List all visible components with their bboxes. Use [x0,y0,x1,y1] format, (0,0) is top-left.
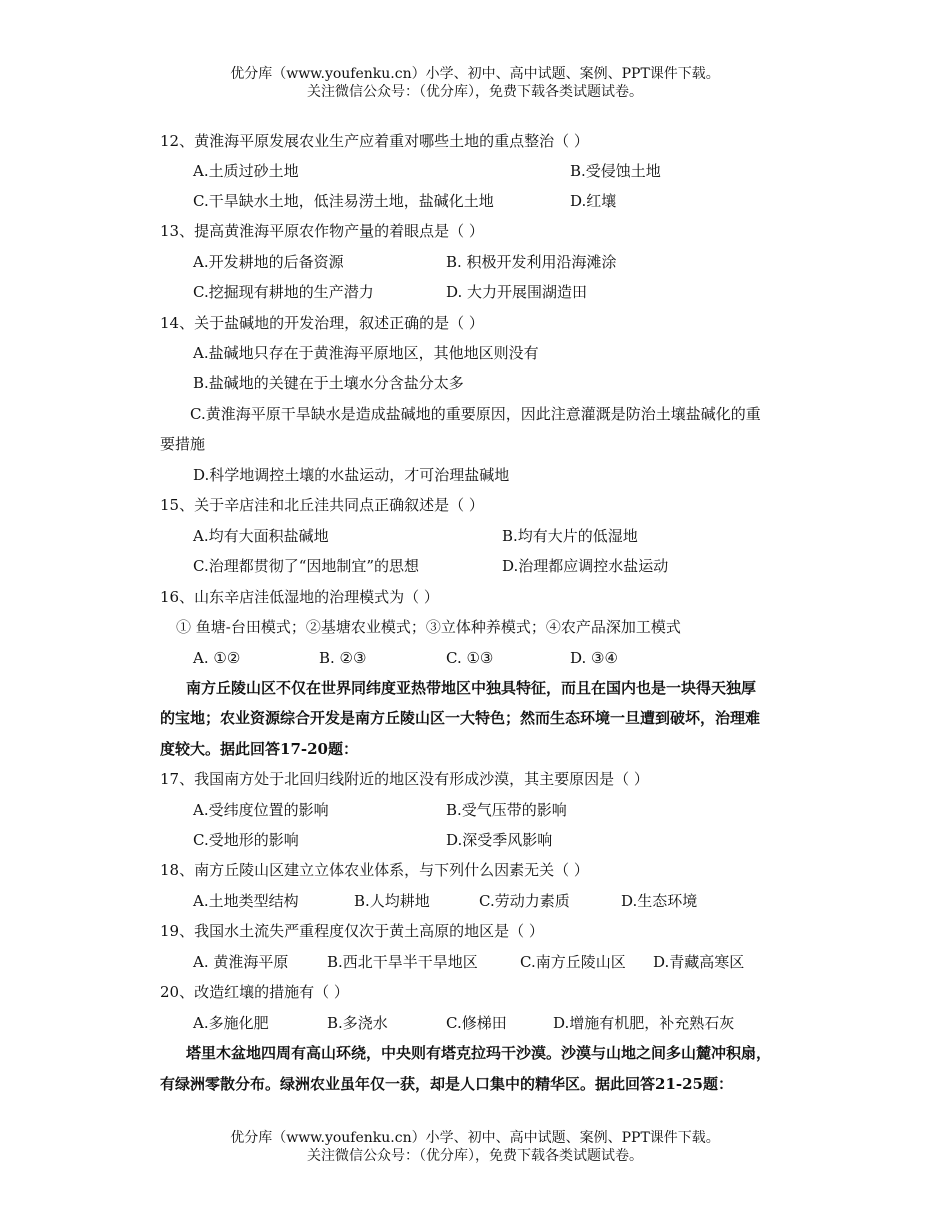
question-12-option-b: B.受侵蚀土地 [570,162,661,180]
question-14-option-c-line1: C.黄淮海平原干旱缺水是造成盐碱地的重要原因，因此注意灌溉是防治土壤盐碱化的重 [190,405,761,423]
question-13-option-a: A.开发耕地的后备资源 [193,253,344,271]
passage-2-line2: 有绿洲零散分布。绿洲农业虽年仅一获，却是人口集中的精华区。据此回答21-25题： [160,1075,733,1093]
question-20-option-c: C.修梯田 [446,1014,507,1032]
question-20-option-a: A.多施化肥 [193,1014,269,1032]
question-13-option-c: C.挖掘现有耕地的生产潜力 [193,283,374,301]
passage-2-line1: 塔里木盆地四周有高山环绕，中央则有塔克拉玛干沙漠。沙漠与山地之间多山麓冲积扇， [186,1044,772,1062]
question-16-option-d: D. ③④ [570,649,618,667]
question-14-option-a: A.盐碱地只存在于黄淮海平原地区，其他地区则没有 [193,344,539,362]
page-footer-line2: 关注微信公众号：（优分库），免费下载各类试题试卷。 [307,1148,643,1164]
question-13-option-b: B. 积极开发利用沿海滩涂 [446,253,617,271]
question-15-option-c: C.治理都贯彻了“因地制宜”的思想 [193,557,420,575]
question-19-stem: 19、我国水土流失严重程度仅次于黄土高原的地区是（ ） [160,922,544,940]
question-14-stem: 14、关于盐碱地的开发治理，叙述正确的是（ ） [160,314,484,332]
question-17-option-a: A.受纬度位置的影响 [193,801,329,819]
question-12-stem: 12、黄淮海平原发展农业生产应着重对哪些土地的重点整治（ ） [160,132,589,150]
question-14-option-d: D.科学地调控土壤的水盐运动，才可治理盐碱地 [193,466,510,484]
question-12-option-a: A.土质过砂土地 [193,162,299,180]
question-14-option-b: B.盐碱地的关键在于土壤水分含盐分太多 [193,374,464,392]
question-16-items: ① 鱼塘-台田模式；②基塘农业模式；③立体种养模式；④农产品深加工模式 [176,618,681,636]
question-15-option-d: D.治理都应调控水盐运动 [502,557,669,575]
question-12-option-d: D.红壤 [570,192,617,210]
question-13-option-d: D. 大力开展围湖造田 [446,283,588,301]
passage-1-line2: 的宝地；农业资源综合开发是南方丘陵山区一大特色；然而生态环境一旦遭到破坏，治理难 [160,709,761,727]
page-header-line2: 关注微信公众号：（优分库），免费下载各类试题试卷。 [307,84,643,100]
question-15-stem: 15、关于辛店洼和北丘洼共同点正确叙述是（ ） [160,496,484,514]
question-18-option-d: D.生态环境 [621,892,698,910]
question-17-option-d: D.深受季风影响 [446,831,553,849]
passage-1-line3: 度较大。据此回答17-20题： [160,740,358,758]
question-19-option-c: C.南方丘陵山区 [520,953,626,971]
question-18-option-c: C.劳动力素质 [479,892,570,910]
question-16-option-c: C. ①③ [446,649,494,667]
question-14-option-c-line2: 要措施 [160,435,206,453]
page-footer-line1: 优分库（www.youfenku.cn）小学、初中、高中试题、案例、PPT课件下载。 [230,1130,720,1146]
page-header-line1: 优分库（www.youfenku.cn）小学、初中、高中试题、案例、PPT课件下载。 [230,66,720,82]
question-12-option-c: C.干旱缺水土地，低洼易涝土地，盐碱化土地 [193,192,494,210]
question-20-stem: 20、改造红壤的措施有（ ） [160,983,349,1001]
question-20-option-b: B.多浇水 [327,1014,388,1032]
question-17-stem: 17、我国南方处于北回归线附近的地区没有形成沙漠，其主要原因是（ ） [160,770,649,788]
question-20-option-d: D.增施有机肥，补充熟石灰 [553,1014,735,1032]
question-16-option-a: A. ①② [193,649,241,667]
question-15-option-b: B.均有大片的低湿地 [502,527,638,545]
question-19-option-b: B.西北干旱半干旱地区 [327,953,478,971]
question-15-option-a: A.均有大面积盐碱地 [193,527,329,545]
question-17-option-c: C.受地形的影响 [193,831,299,849]
question-16-stem: 16、山东辛店洼低湿地的治理模式为（ ） [160,588,439,606]
question-17-option-b: B.受气压带的影响 [446,801,567,819]
question-16-option-b: B. ②③ [319,649,367,667]
question-13-stem: 13、提高黄淮海平原农作物产量的着眼点是（ ） [160,222,484,240]
passage-1-line1: 南方丘陵山区不仅在世界同纬度亚热带地区中独具特征，而且在国内也是一块得天独厚 [186,679,757,697]
question-19-option-d: D.青藏高寒区 [653,953,745,971]
question-18-stem: 18、南方丘陵山区建立立体农业体系，与下列什么因素无关（ ） [160,861,589,879]
question-18-option-a: A.土地类型结构 [193,892,299,910]
question-19-option-a: A. 黄淮海平原 [193,953,289,971]
question-18-option-b: B.人均耕地 [354,892,430,910]
